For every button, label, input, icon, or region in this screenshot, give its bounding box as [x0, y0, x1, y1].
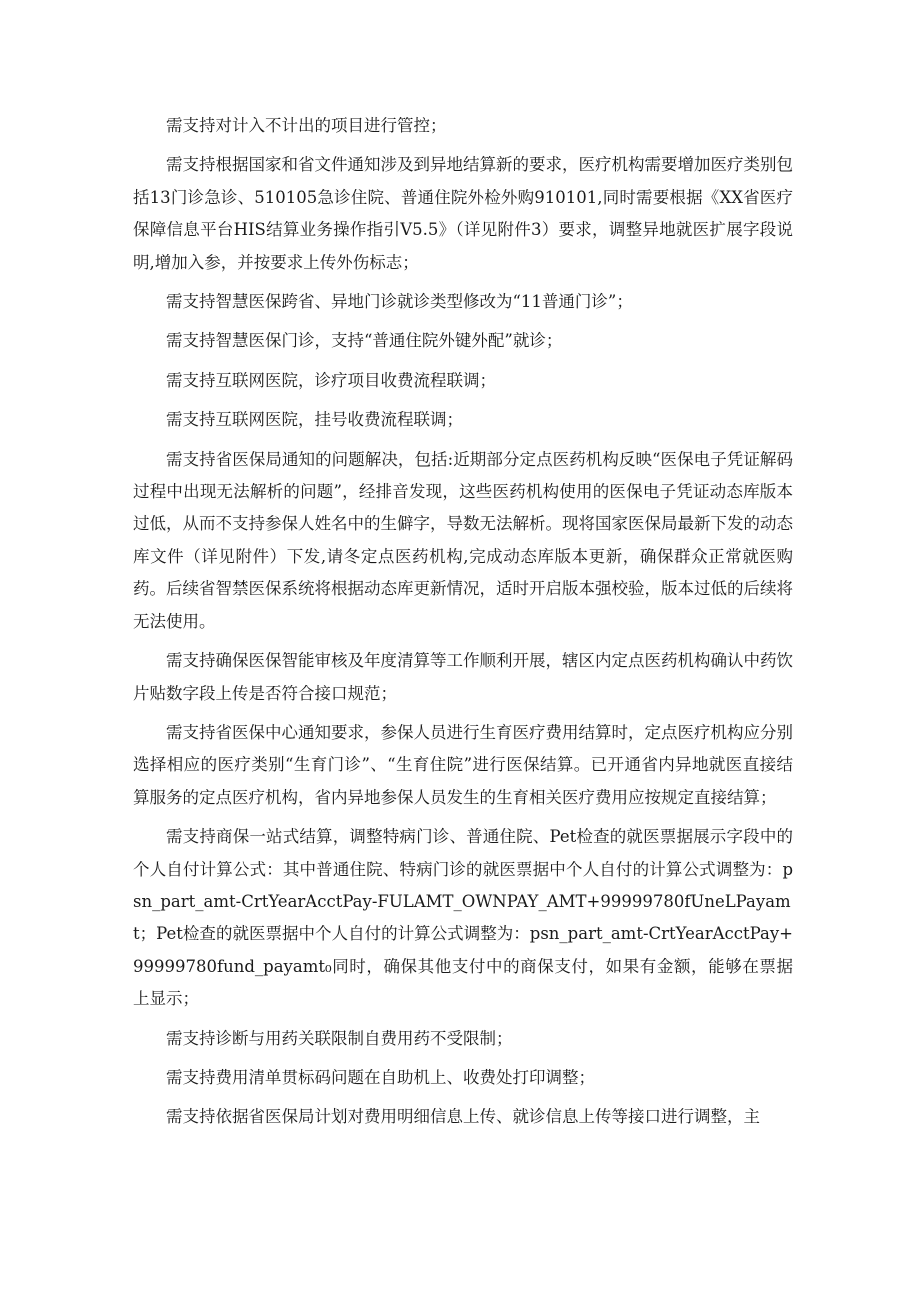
document-body — [133, 110, 793, 1134]
paragraph-internet-hospital-treatment: 需支持互联网医院，诊疗项目收费流程联调； — [166, 370, 496, 390]
paragraph-maternity-settlement: 需支持省医保中心通知要求，参保人员进行生育医疗费用结算时，定点医疗机构应分别选择相应的医疗类别“生育门诊”、“生育住院”进行医保结算。已开通省内异地就医直接结算服务的定点医疗机构，省内异地参保人员发生的生育相关医疗费用应按规定直接结算； — [133, 722, 793, 807]
paragraph-internet-hospital-registration: 需支持互联网医院，挂号收费流程联调； — [166, 410, 463, 430]
paragraph-interface-adjustment: 需支持依据省医保局计划对费用明细信息上传、就诊信息上传等接口进行调整，主 — [166, 1107, 760, 1127]
paragraph-external-dispensing: 需支持智慧医保门诊，支持“普通住院外键外配”就诊； — [166, 331, 563, 351]
paragraph-diagnosis-drug-restriction: 需支持诊断与用药关联限制自费用药不受限制； — [166, 1028, 513, 1048]
paragraph-commercial-insurance-formula: 需支持商保一站式结算，调整特病门诊、普通住院、Pet检查的就医票据展示字段中的个人自付计算公式：其中普通住院、特病门诊的就医票据中个人自付的计算公式调整为：psn_part_amt-CrtYearAcctPay-FULAMT_OWNPAY_AMT+99999780fUneLPayamt；Pet检查的就医票据中个人自付的计算公式调整为：psn_part_amt-CrtYearAcctPay+99999780fund_payamt₀同时，确保其他支付中的商保支付，如果有金额，能够在票据上显示； — [133, 827, 793, 1009]
paragraph-fee-list-printing: 需支持费用清单贯标码问题在自助机上、收费处打印调整； — [166, 1067, 595, 1087]
paragraph-non-billable-items: 需支持对计入不计出的项目进行管控； — [166, 116, 447, 135]
paragraph-outpatient-type-change: 需支持智慧医保跨省、异地门诊就诊类型修改为“11普通门诊”； — [166, 292, 633, 312]
paragraph-cross-region-settlement: 需支持根据国家和省文件通知涉及到异地结算新的要求，医疗机构需要增加医疗类别包括13门诊急诊、510105急诊住院、普通住院外检外购910101,同时需要根据《XX省医疗保障信息平台HIS结算业务操作指引V5.5》（详见附件3）要求，调整异地就医扩展字段说明,增加入参，并按要求上传外伤标志； — [133, 155, 793, 272]
paragraph-herbal-dose-field: 需支持确保医保智能审核及年度清算等工作顺利开展，辖区内定点医药机构确认中药饮片贴数字段上传是否符合接口规范； — [133, 651, 793, 703]
paragraph-e-voucher-library: 需支持省医保局通知的问题解决，包括:近期部分定点医药机构反映“医保电子凭证解码过程中出现无法解析的问题”，经排音发现，这些医药机构使用的医保电子凭证动态库版本过低，从而不支持参保人姓名中的生僻字，导数无法解析。现将国家医保局最新下发的动态库文件（详见附件）下发,请冬定点医药机构,完成动态库版本更新，确保群众正常就医购药。后续省智禁医保系统将根据动态库更新情况，适时开启版本强校验，版本过低的后续将无法使用。 — [133, 449, 793, 631]
